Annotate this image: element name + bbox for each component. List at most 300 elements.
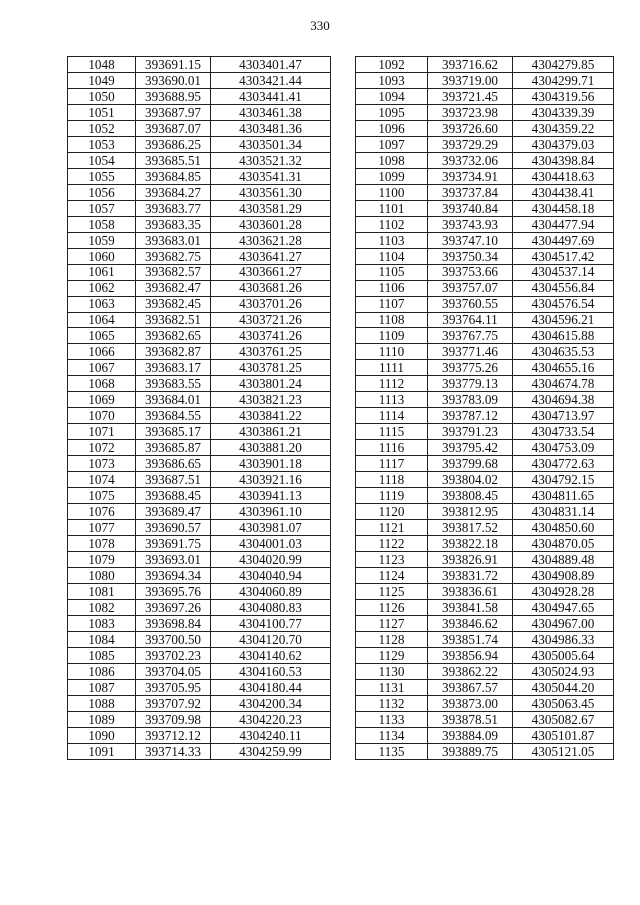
- y-coordinate: 4303941.13: [211, 488, 331, 504]
- x-coordinate: 393682.87: [136, 344, 211, 360]
- table-row: [356, 488, 614, 504]
- table-row: [356, 424, 614, 440]
- point-number: 1107: [356, 296, 428, 312]
- point-number: 1102: [356, 216, 428, 232]
- table-row: [68, 104, 331, 120]
- point-number: 1125: [356, 583, 428, 599]
- x-coordinate: 393694.34: [136, 568, 211, 584]
- point-number: 1078: [68, 536, 136, 552]
- x-coordinate: 393685.17: [136, 424, 211, 440]
- table-row: [356, 200, 614, 216]
- x-coordinate: 393693.01: [136, 552, 211, 568]
- table-row: [68, 344, 331, 360]
- point-number: 1104: [356, 248, 428, 264]
- table-row: [356, 663, 614, 679]
- table-row: [68, 743, 331, 759]
- x-coordinate: 393684.27: [136, 184, 211, 200]
- x-coordinate: 393767.75: [428, 328, 513, 344]
- x-coordinate: 393689.47: [136, 504, 211, 520]
- point-number: 1120: [356, 504, 428, 520]
- point-number: 1124: [356, 568, 428, 584]
- point-number: 1133: [356, 711, 428, 727]
- table-row: [356, 296, 614, 312]
- y-coordinate: 4304240.11: [211, 727, 331, 743]
- y-coordinate: 4304020.99: [211, 552, 331, 568]
- point-number: 1095: [356, 104, 428, 120]
- x-coordinate: 393683.55: [136, 376, 211, 392]
- y-coordinate: 4304120.70: [211, 631, 331, 647]
- y-coordinate: 4304772.63: [513, 456, 614, 472]
- y-coordinate: 4304517.42: [513, 248, 614, 264]
- y-coordinate: 4304001.03: [211, 536, 331, 552]
- x-coordinate: 393707.92: [136, 695, 211, 711]
- x-coordinate: 393695.76: [136, 583, 211, 599]
- point-number: 1080: [68, 568, 136, 584]
- x-coordinate: 393687.07: [136, 120, 211, 136]
- y-coordinate: 4304339.39: [513, 104, 614, 120]
- point-number: 1049: [68, 72, 136, 88]
- point-number: 1057: [68, 200, 136, 216]
- point-number: 1087: [68, 679, 136, 695]
- table-row: [68, 184, 331, 200]
- x-coordinate: 393682.45: [136, 296, 211, 312]
- x-coordinate: 393687.51: [136, 472, 211, 488]
- point-number: 1048: [68, 57, 136, 73]
- point-number: 1101: [356, 200, 428, 216]
- x-coordinate: 393723.98: [428, 104, 513, 120]
- x-coordinate: 393704.05: [136, 663, 211, 679]
- point-number: 1065: [68, 328, 136, 344]
- x-coordinate: 393684.85: [136, 168, 211, 184]
- x-coordinate: 393734.91: [428, 168, 513, 184]
- x-coordinate: 393889.75: [428, 743, 513, 759]
- point-number: 1064: [68, 312, 136, 328]
- y-coordinate: 4304100.77: [211, 615, 331, 631]
- y-coordinate: 4304359.22: [513, 120, 614, 136]
- y-coordinate: 4305063.45: [513, 695, 614, 711]
- y-coordinate: 4303501.34: [211, 136, 331, 152]
- table-row: [68, 360, 331, 376]
- y-coordinate: 4303401.47: [211, 57, 331, 73]
- point-number: 1100: [356, 184, 428, 200]
- table-row: [356, 440, 614, 456]
- y-coordinate: 4305101.87: [513, 727, 614, 743]
- point-number: 1127: [356, 615, 428, 631]
- y-coordinate: 4303421.44: [211, 72, 331, 88]
- point-number: 1135: [356, 743, 428, 759]
- x-coordinate: 393683.17: [136, 360, 211, 376]
- y-coordinate: 4303521.32: [211, 152, 331, 168]
- y-coordinate: 4303641.27: [211, 248, 331, 264]
- x-coordinate: 393682.51: [136, 312, 211, 328]
- point-number: 1098: [356, 152, 428, 168]
- table-row: [68, 232, 331, 248]
- y-coordinate: 4305005.64: [513, 647, 614, 663]
- x-coordinate: 393775.26: [428, 360, 513, 376]
- y-coordinate: 4304967.00: [513, 615, 614, 631]
- x-coordinate: 393682.57: [136, 264, 211, 280]
- y-coordinate: 4303741.26: [211, 328, 331, 344]
- y-coordinate: 4304811.65: [513, 488, 614, 504]
- point-number: 1099: [356, 168, 428, 184]
- x-coordinate: 393698.84: [136, 615, 211, 631]
- y-coordinate: 4303721.26: [211, 312, 331, 328]
- point-number: 1085: [68, 647, 136, 663]
- coordinates-table-right: [355, 56, 614, 760]
- x-coordinate: 393700.50: [136, 631, 211, 647]
- y-coordinate: 4304140.62: [211, 647, 331, 663]
- table-row: [356, 392, 614, 408]
- y-coordinate: 4304398.84: [513, 152, 614, 168]
- y-coordinate: 4304733.54: [513, 424, 614, 440]
- x-coordinate: 393684.55: [136, 408, 211, 424]
- x-coordinate: 393791.23: [428, 424, 513, 440]
- x-coordinate: 393702.23: [136, 647, 211, 663]
- point-number: 1053: [68, 136, 136, 152]
- table-row: [356, 695, 614, 711]
- table-row: [68, 727, 331, 743]
- x-coordinate: 393682.65: [136, 328, 211, 344]
- table-row: [356, 615, 614, 631]
- point-number: 1052: [68, 120, 136, 136]
- x-coordinate: 393771.46: [428, 344, 513, 360]
- y-coordinate: 4304908.89: [513, 568, 614, 584]
- x-coordinate: 393683.77: [136, 200, 211, 216]
- table-row: [68, 615, 331, 631]
- point-number: 1132: [356, 695, 428, 711]
- point-number: 1073: [68, 456, 136, 472]
- point-number: 1076: [68, 504, 136, 520]
- table-row: [68, 216, 331, 232]
- point-number: 1075: [68, 488, 136, 504]
- table-row: [68, 200, 331, 216]
- x-coordinate: 393799.68: [428, 456, 513, 472]
- y-coordinate: 4303681.26: [211, 280, 331, 296]
- x-coordinate: 393867.57: [428, 679, 513, 695]
- table-row: [356, 743, 614, 759]
- table-row: [68, 647, 331, 663]
- point-number: 1058: [68, 216, 136, 232]
- y-coordinate: 4303621.28: [211, 232, 331, 248]
- table-row: [68, 456, 331, 472]
- x-coordinate: 393690.57: [136, 520, 211, 536]
- x-coordinate: 393753.66: [428, 264, 513, 280]
- y-coordinate: 4304831.14: [513, 504, 614, 520]
- table-row: [356, 599, 614, 615]
- y-coordinate: 4304477.94: [513, 216, 614, 232]
- y-coordinate: 4303541.31: [211, 168, 331, 184]
- y-coordinate: 4304986.33: [513, 631, 614, 647]
- table-row: [68, 679, 331, 695]
- table-row: [356, 647, 614, 663]
- table-row: [356, 727, 614, 743]
- x-coordinate: 393684.01: [136, 392, 211, 408]
- y-coordinate: 4304635.53: [513, 344, 614, 360]
- point-number: 1066: [68, 344, 136, 360]
- point-number: 1060: [68, 248, 136, 264]
- x-coordinate: 393686.65: [136, 456, 211, 472]
- x-coordinate: 393822.18: [428, 536, 513, 552]
- y-coordinate: 4304160.53: [211, 663, 331, 679]
- table-row: [68, 472, 331, 488]
- point-number: 1059: [68, 232, 136, 248]
- y-coordinate: 4304615.88: [513, 328, 614, 344]
- x-coordinate: 393726.60: [428, 120, 513, 136]
- x-coordinate: 393686.25: [136, 136, 211, 152]
- point-number: 1091: [68, 743, 136, 759]
- table-row: [68, 583, 331, 599]
- point-number: 1111: [356, 360, 428, 376]
- x-coordinate: 393795.42: [428, 440, 513, 456]
- x-coordinate: 393808.45: [428, 488, 513, 504]
- y-coordinate: 4304674.78: [513, 376, 614, 392]
- point-number: 1071: [68, 424, 136, 440]
- x-coordinate: 393836.61: [428, 583, 513, 599]
- table-row: [356, 472, 614, 488]
- point-number: 1116: [356, 440, 428, 456]
- table-row: [68, 520, 331, 536]
- x-coordinate: 393862.22: [428, 663, 513, 679]
- table-row: [68, 248, 331, 264]
- x-coordinate: 393685.51: [136, 152, 211, 168]
- page-number: 330: [310, 18, 330, 33]
- point-number: 1079: [68, 552, 136, 568]
- y-coordinate: 4303781.25: [211, 360, 331, 376]
- point-number: 1108: [356, 312, 428, 328]
- x-coordinate: 393687.97: [136, 104, 211, 120]
- table-row: [356, 536, 614, 552]
- table-row: [356, 504, 614, 520]
- point-number: 1081: [68, 583, 136, 599]
- point-number: 1090: [68, 727, 136, 743]
- x-coordinate: 393721.45: [428, 88, 513, 104]
- table-row: [356, 328, 614, 344]
- point-number: 1055: [68, 168, 136, 184]
- y-coordinate: 4304928.28: [513, 583, 614, 599]
- y-coordinate: 4304850.60: [513, 520, 614, 536]
- point-number: 1051: [68, 104, 136, 120]
- y-coordinate: 4303761.25: [211, 344, 331, 360]
- x-coordinate: 393709.98: [136, 711, 211, 727]
- point-number: 1126: [356, 599, 428, 615]
- y-coordinate: 4303701.26: [211, 296, 331, 312]
- table-row: [356, 57, 614, 73]
- x-coordinate: 393685.87: [136, 440, 211, 456]
- y-coordinate: 4304792.15: [513, 472, 614, 488]
- y-coordinate: 4304870.05: [513, 536, 614, 552]
- table-row: [68, 711, 331, 727]
- point-number: 1069: [68, 392, 136, 408]
- x-coordinate: 393841.58: [428, 599, 513, 615]
- point-number: 1054: [68, 152, 136, 168]
- table-row: [68, 328, 331, 344]
- y-coordinate: 4304180.44: [211, 679, 331, 695]
- point-number: 1096: [356, 120, 428, 136]
- y-coordinate: 4303821.23: [211, 392, 331, 408]
- point-number: 1115: [356, 424, 428, 440]
- x-coordinate: 393747.10: [428, 232, 513, 248]
- table-row: [68, 280, 331, 296]
- point-number: 1130: [356, 663, 428, 679]
- table-row: [68, 695, 331, 711]
- table-row: [68, 488, 331, 504]
- x-coordinate: 393705.95: [136, 679, 211, 695]
- point-number: 1094: [356, 88, 428, 104]
- x-coordinate: 393817.52: [428, 520, 513, 536]
- x-coordinate: 393682.47: [136, 280, 211, 296]
- y-coordinate: 4304060.89: [211, 583, 331, 599]
- table-row: [68, 424, 331, 440]
- point-number: 1134: [356, 727, 428, 743]
- y-coordinate: 4304379.03: [513, 136, 614, 152]
- table-row: [356, 264, 614, 280]
- x-coordinate: 393831.72: [428, 568, 513, 584]
- table-row: [356, 88, 614, 104]
- point-number: 1129: [356, 647, 428, 663]
- x-coordinate: 393691.15: [136, 57, 211, 73]
- y-coordinate: 4304418.63: [513, 168, 614, 184]
- point-number: 1119: [356, 488, 428, 504]
- table-row: [68, 552, 331, 568]
- point-number: 1089: [68, 711, 136, 727]
- table-row: [356, 136, 614, 152]
- point-number: 1122: [356, 536, 428, 552]
- point-number: 1128: [356, 631, 428, 647]
- table-row: [68, 120, 331, 136]
- y-coordinate: 4304458.18: [513, 200, 614, 216]
- table-row: [356, 552, 614, 568]
- point-number: 1072: [68, 440, 136, 456]
- x-coordinate: 393787.12: [428, 408, 513, 424]
- table-row: [68, 264, 331, 280]
- y-coordinate: 4303461.38: [211, 104, 331, 120]
- x-coordinate: 393688.95: [136, 88, 211, 104]
- y-coordinate: 4304220.23: [211, 711, 331, 727]
- table-row: [356, 408, 614, 424]
- point-number: 1088: [68, 695, 136, 711]
- table-row: [68, 152, 331, 168]
- x-coordinate: 393757.07: [428, 280, 513, 296]
- y-coordinate: 4303881.20: [211, 440, 331, 456]
- y-coordinate: 4303921.16: [211, 472, 331, 488]
- table-row: [68, 536, 331, 552]
- table-row: [356, 232, 614, 248]
- point-number: 1082: [68, 599, 136, 615]
- x-coordinate: 393683.35: [136, 216, 211, 232]
- coordinates-table-left: [67, 56, 331, 760]
- point-number: 1109: [356, 328, 428, 344]
- point-number: 1092: [356, 57, 428, 73]
- table-row: [356, 711, 614, 727]
- table-row: [356, 248, 614, 264]
- table-row: [68, 631, 331, 647]
- table-row: [68, 57, 331, 73]
- point-number: 1062: [68, 280, 136, 296]
- point-number: 1121: [356, 520, 428, 536]
- x-coordinate: 393688.45: [136, 488, 211, 504]
- x-coordinate: 393779.13: [428, 376, 513, 392]
- table-row: [356, 344, 614, 360]
- x-coordinate: 393716.62: [428, 57, 513, 73]
- y-coordinate: 4305121.05: [513, 743, 614, 759]
- table-row: [356, 104, 614, 120]
- point-number: 1097: [356, 136, 428, 152]
- table-row: [356, 376, 614, 392]
- table-row: [68, 296, 331, 312]
- x-coordinate: 393719.00: [428, 72, 513, 88]
- y-coordinate: 4304596.21: [513, 312, 614, 328]
- y-coordinate: 4304497.69: [513, 232, 614, 248]
- point-number: 1123: [356, 552, 428, 568]
- table-row: [68, 663, 331, 679]
- point-number: 1093: [356, 72, 428, 88]
- x-coordinate: 393683.01: [136, 232, 211, 248]
- y-coordinate: 4303581.29: [211, 200, 331, 216]
- y-coordinate: 4304319.56: [513, 88, 614, 104]
- y-coordinate: 4303661.27: [211, 264, 331, 280]
- point-number: 1074: [68, 472, 136, 488]
- y-coordinate: 4303841.22: [211, 408, 331, 424]
- point-number: 1050: [68, 88, 136, 104]
- y-coordinate: 4304713.97: [513, 408, 614, 424]
- table-row: [356, 184, 614, 200]
- point-number: 1110: [356, 344, 428, 360]
- y-coordinate: 4304947.65: [513, 599, 614, 615]
- x-coordinate: 393764.11: [428, 312, 513, 328]
- point-number: 1061: [68, 264, 136, 280]
- y-coordinate: 4304259.99: [211, 743, 331, 759]
- point-number: 1113: [356, 392, 428, 408]
- point-number: 1077: [68, 520, 136, 536]
- x-coordinate: 393884.09: [428, 727, 513, 743]
- y-coordinate: 4304694.38: [513, 392, 614, 408]
- y-coordinate: 4305082.67: [513, 711, 614, 727]
- y-coordinate: 4303861.21: [211, 424, 331, 440]
- table-row: [356, 120, 614, 136]
- x-coordinate: 393851.74: [428, 631, 513, 647]
- x-coordinate: 393750.34: [428, 248, 513, 264]
- x-coordinate: 393846.62: [428, 615, 513, 631]
- table-row: [356, 280, 614, 296]
- table-row: [68, 88, 331, 104]
- table-row: [356, 568, 614, 584]
- y-coordinate: 4304040.94: [211, 568, 331, 584]
- point-number: 1112: [356, 376, 428, 392]
- y-coordinate: 4304556.84: [513, 280, 614, 296]
- x-coordinate: 393826.91: [428, 552, 513, 568]
- x-coordinate: 393690.01: [136, 72, 211, 88]
- x-coordinate: 393697.26: [136, 599, 211, 615]
- x-coordinate: 393714.33: [136, 743, 211, 759]
- table-row: [68, 440, 331, 456]
- table-row: [356, 456, 614, 472]
- y-coordinate: 4304889.48: [513, 552, 614, 568]
- point-number: 1083: [68, 615, 136, 631]
- table-row: [356, 631, 614, 647]
- table-row: [68, 599, 331, 615]
- point-number: 1105: [356, 264, 428, 280]
- y-coordinate: 4304200.34: [211, 695, 331, 711]
- table-row: [356, 583, 614, 599]
- point-number: 1068: [68, 376, 136, 392]
- x-coordinate: 393783.09: [428, 392, 513, 408]
- y-coordinate: 4303801.24: [211, 376, 331, 392]
- x-coordinate: 393812.95: [428, 504, 513, 520]
- y-coordinate: 4304753.09: [513, 440, 614, 456]
- y-coordinate: 4304655.16: [513, 360, 614, 376]
- point-number: 1067: [68, 360, 136, 376]
- y-coordinate: 4303981.07: [211, 520, 331, 536]
